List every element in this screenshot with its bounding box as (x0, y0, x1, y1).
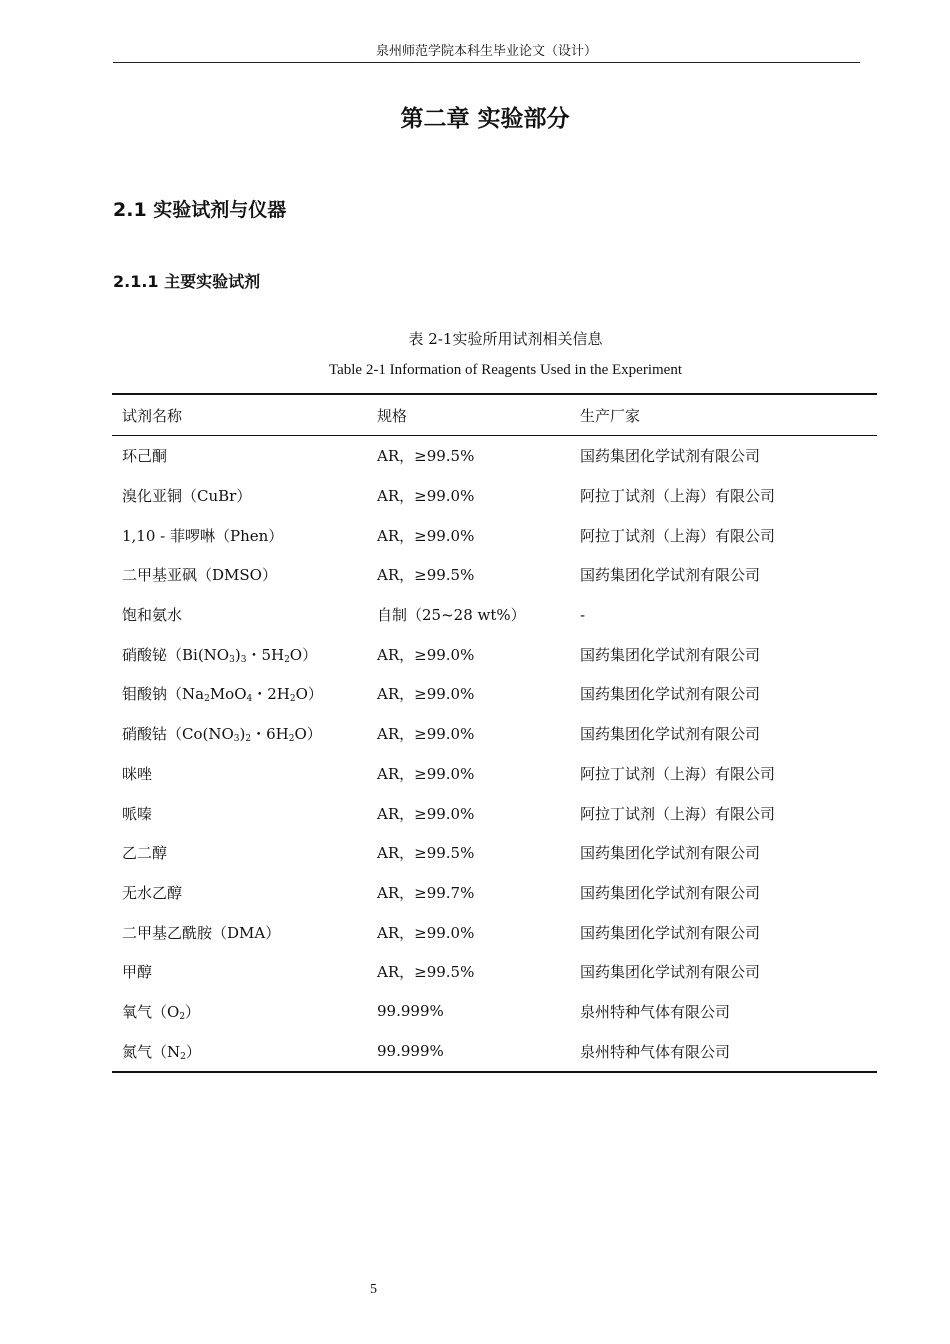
reagent-name-cell: 溴化亚铜（CuBr） (122, 487, 252, 506)
subscript: 4 (246, 694, 253, 705)
table-row (112, 595, 877, 635)
reagent-name-cell: 二甲基乙酰胺（DMA） (122, 923, 281, 942)
spec-cell: AR，≥99.0% (377, 645, 475, 664)
reagent-name-cell: 环己酮 (122, 447, 168, 466)
spec-cell: 99.999% (377, 1002, 444, 1021)
subscript: 2 (288, 734, 295, 745)
name-part: O） (294, 725, 322, 744)
chapter-title: 第二章 实验部分 (400, 106, 570, 132)
name-part: ) (239, 725, 246, 744)
manufacturer-cell: 国药集团化学试剂有限公司 (580, 923, 761, 942)
table-row (112, 634, 877, 674)
table-row (112, 515, 877, 555)
spec-cell: AR，≥99.0% (377, 764, 475, 783)
table-row (112, 754, 877, 794)
manufacturer-cell: 国药集团化学试剂有限公司 (580, 447, 761, 466)
page-number: 5 (370, 1282, 377, 1297)
subscript: 2 (289, 694, 296, 705)
subscript: 2 (284, 654, 290, 665)
reagent-name-cell: 二甲基亚砜（DMSO） (122, 566, 277, 585)
manufacturer-cell: 国药集团化学试剂有限公司 (580, 685, 761, 704)
name-part: O） (295, 685, 323, 704)
table-row (112, 873, 877, 913)
subsection-title: 2.1.1 主要实验试剂 (113, 272, 261, 291)
reagent-name-cell (112, 644, 377, 665)
reagents-table (112, 393, 877, 1073)
header-manufacturer: 生产厂家 (580, 406, 641, 425)
spec-cell: AR，≥99.5% (377, 844, 475, 863)
subscript: 3 (233, 734, 240, 745)
spec-cell: AR，≥99.5% (377, 566, 475, 585)
name-part: 硝酸钴（Co(NO (122, 725, 234, 744)
section-title: 2.1 实验试剂与仪器 (113, 199, 287, 221)
header-reagent-name: 试剂名称 (122, 406, 183, 425)
name-part: ・6H (251, 725, 289, 744)
table-row (112, 833, 877, 873)
table-row (112, 476, 877, 516)
manufacturer-cell: 国药集团化学试剂有限公司 (580, 963, 761, 982)
subscript: 3 (229, 654, 235, 665)
table-row (112, 555, 877, 595)
reagent-name-cell: 甲醇 (122, 963, 153, 982)
spec-cell: AR，≥99.5% (377, 963, 475, 982)
page-header: 泉州师范学院本科生毕业论文（设计） (113, 42, 860, 63)
manufacturer-cell: 泉州特种气体有限公司 (580, 1002, 731, 1021)
reagent-name-cell: 咪唑 (122, 764, 153, 783)
name-part: ） (185, 1042, 201, 1061)
reagent-name-cell (112, 683, 377, 704)
manufacturer-cell: 阿拉丁试剂（上海）有限公司 (580, 764, 776, 783)
manufacturer-cell: 阿拉丁试剂（上海）有限公司 (580, 804, 776, 823)
spec-cell: AR，≥99.0% (377, 685, 475, 704)
spec-cell: 自制（25~28 wt%） (377, 606, 526, 625)
reagent-name-cell: 无水乙醇 (122, 883, 183, 902)
name-part: O） (289, 645, 318, 664)
table-body (112, 436, 877, 1071)
spec-cell: 99.999% (377, 1042, 444, 1061)
subscript: 2 (204, 694, 210, 705)
table-header-row (112, 395, 877, 436)
subscript: 2 (245, 734, 252, 745)
spec-cell: AR，≥99.7% (377, 883, 475, 902)
manufacturer-cell: 泉州特种气体有限公司 (580, 1042, 731, 1061)
subscript: 3 (240, 654, 247, 665)
spec-cell: AR，≥99.0% (377, 804, 475, 823)
subscript: 2 (179, 1011, 186, 1022)
manufacturer-cell: 国药集团化学试剂有限公司 (580, 844, 761, 863)
reagent-name-cell: 饱和氨水 (122, 606, 183, 625)
spec-cell: AR，≥99.0% (377, 725, 475, 744)
reagent-name-cell: 1,10 - 菲啰啉（Phen） (122, 526, 284, 545)
manufacturer-cell: 国药集团化学试剂有限公司 (580, 645, 761, 664)
name-part: ） (185, 1002, 201, 1021)
reagent-name-cell: 哌嗪 (122, 804, 153, 823)
table-row (112, 952, 877, 992)
manufacturer-cell: 阿拉丁试剂（上海）有限公司 (580, 487, 776, 506)
table-row (112, 793, 877, 833)
name-part: 氧气（O (122, 1002, 180, 1021)
name-part: 钼酸钠（Na (122, 685, 205, 704)
table-row (112, 1031, 877, 1071)
header-spec: 规格 (377, 406, 408, 425)
table-row (112, 714, 877, 754)
spec-cell: AR，≥99.0% (377, 487, 475, 506)
spec-cell: AR，≥99.5% (377, 447, 475, 466)
reagent-name-cell (112, 723, 377, 744)
name-part: ・5H (246, 645, 285, 664)
manufacturer-cell: 国药集团化学试剂有限公司 (580, 566, 761, 585)
spec-cell: AR，≥99.0% (377, 526, 475, 545)
manufacturer-cell: 国药集团化学试剂有限公司 (580, 883, 761, 902)
name-part: 硝酸铋（Bi(NO (122, 645, 230, 664)
table-row (112, 912, 877, 952)
reagent-name-cell (112, 1001, 377, 1022)
subscript: 2 (180, 1051, 186, 1062)
name-part: ) (234, 645, 241, 664)
table-caption-cn: 表 2-1实验所用试剂相关信息 (408, 330, 603, 348)
manufacturer-cell: 阿拉丁试剂（上海）有限公司 (580, 526, 776, 545)
manufacturer-cell: - (580, 605, 586, 624)
table-row (112, 436, 877, 476)
spec-cell: AR，≥99.0% (377, 923, 475, 942)
manufacturer-cell: 国药集团化学试剂有限公司 (580, 725, 761, 744)
name-part: MoO (209, 685, 247, 704)
name-part: 氮气（N (122, 1042, 181, 1061)
table-caption-en: Table 2-1 Information of Reagents Used in the Experiment (328, 362, 682, 378)
table-row (112, 674, 877, 714)
name-part: ・2H (252, 685, 290, 704)
reagent-name-cell: 乙二醇 (122, 844, 168, 863)
reagent-name-cell (112, 1041, 377, 1062)
table-row (112, 992, 877, 1032)
